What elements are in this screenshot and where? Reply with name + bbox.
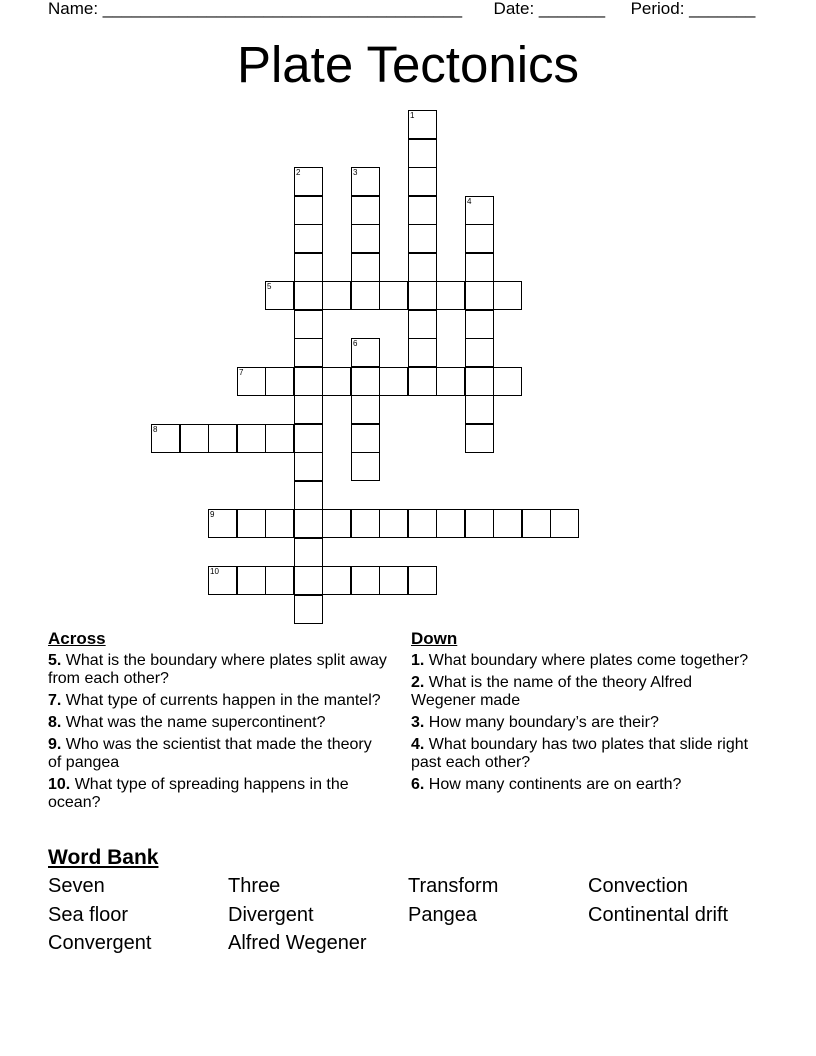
clue-text: What boundary has two plates that slide right past each other? [411, 736, 749, 771]
crossword-cell[interactable] [408, 509, 437, 538]
crossword-cell[interactable] [294, 395, 323, 424]
across-clue [48, 652, 388, 688]
crossword-cell[interactable] [351, 281, 380, 310]
across-clue [48, 692, 388, 710]
across-heading: Across [48, 629, 106, 648]
crossword-cell[interactable] [436, 281, 465, 310]
crossword-cell[interactable] [265, 509, 294, 538]
clue-number: 8 [153, 425, 158, 434]
crossword-cell[interactable] [351, 167, 380, 196]
clue-number: 5. [48, 652, 62, 669]
clue-number: 10. [48, 776, 71, 793]
word-bank-heading: Word Bank [48, 846, 159, 869]
down-clue [411, 652, 751, 670]
clue-number: 4. [411, 736, 425, 753]
crossword-cell[interactable] [294, 538, 323, 567]
crossword-cell[interactable] [294, 281, 323, 310]
crossword-cell[interactable] [294, 481, 323, 510]
clue-text: What is the boundary where plates split away from each other? [48, 652, 387, 687]
crossword-cell[interactable] [208, 566, 237, 595]
across-clue [48, 714, 388, 732]
word-bank-item: Transform [408, 875, 499, 897]
crossword-cell[interactable] [408, 253, 437, 282]
date-field[interactable]: Date: _______ [493, 0, 606, 18]
clue-number: 4 [467, 197, 472, 206]
word-bank-item: Pangea [408, 903, 477, 926]
crossword-cell[interactable] [408, 224, 437, 253]
down-clue [411, 674, 751, 710]
crossword-cell[interactable] [294, 367, 323, 396]
crossword-cell[interactable] [465, 224, 494, 253]
crossword-cell[interactable] [322, 281, 351, 310]
clue-number: 2 [296, 168, 301, 177]
crossword-cell[interactable] [408, 167, 437, 196]
crossword-cell[interactable] [379, 281, 408, 310]
crossword-cell[interactable] [294, 196, 323, 225]
crossword-cell[interactable] [265, 367, 294, 396]
clue-number: 2. [411, 674, 425, 691]
crossword-cell[interactable] [265, 424, 294, 453]
clue-number: 8. [48, 714, 62, 731]
crossword-cell[interactable] [294, 452, 323, 481]
name-field[interactable]: Name: ______________________________________ [48, 0, 463, 18]
crossword-cell[interactable] [351, 367, 380, 396]
crossword-cell[interactable] [351, 224, 380, 253]
crossword-cell[interactable] [408, 566, 437, 595]
clue-number: 5 [267, 282, 272, 291]
crossword-cell[interactable] [351, 509, 380, 538]
crossword-cell[interactable] [351, 452, 380, 481]
word-bank-item: Convection [588, 875, 689, 897]
crossword-cell[interactable] [351, 395, 380, 424]
clue-number: 3. [411, 714, 425, 731]
crossword-cell[interactable] [265, 566, 294, 595]
crossword-cell[interactable] [465, 395, 494, 424]
crossword-cell[interactable] [408, 367, 437, 396]
word-bank-item: Continental drift [588, 903, 729, 926]
crossword-cell[interactable] [294, 509, 323, 538]
word-bank-item: Seven [48, 875, 105, 897]
crossword-cell[interactable] [237, 566, 266, 595]
crossword-cell[interactable] [436, 509, 465, 538]
crossword-cell[interactable] [493, 367, 522, 396]
clue-number: 10 [210, 567, 219, 576]
word-bank-item: Alfred Wegener [228, 932, 367, 954]
crossword-cell[interactable] [265, 281, 294, 310]
crossword-cell[interactable] [294, 595, 323, 624]
clue-number: 9 [210, 510, 215, 519]
word-bank-item: Sea floor [48, 903, 129, 926]
clue-text: What type of currents happen in the mantel? [61, 692, 381, 709]
clue-number: 6. [411, 776, 425, 793]
crossword-cell[interactable] [408, 310, 437, 339]
crossword-cell[interactable] [294, 310, 323, 339]
crossword-cell[interactable] [294, 338, 323, 367]
crossword-cell[interactable] [294, 224, 323, 253]
down-heading: Down [411, 629, 458, 648]
crossword-cell[interactable] [294, 167, 323, 196]
clue-text: Who was the scientist that made the theory of pangea [48, 736, 372, 771]
crossword-cell[interactable] [465, 253, 494, 282]
crossword-cell[interactable] [465, 196, 494, 225]
crossword-cell[interactable] [208, 509, 237, 538]
clue-number: 1 [410, 111, 415, 120]
clue-text: How many continents are on earth? [424, 776, 682, 793]
word-bank-item: Convergent [48, 932, 152, 954]
crossword-cell[interactable] [351, 338, 380, 367]
clue-text: What is the name of the theory Alfred Wegener made [411, 674, 693, 709]
crossword-cell[interactable] [322, 367, 351, 396]
word-bank-item: Three [228, 875, 281, 897]
across-clue [48, 736, 388, 772]
crossword-cell[interactable] [493, 281, 522, 310]
crossword-cell[interactable] [408, 281, 437, 310]
across-clue [48, 776, 388, 812]
clue-text: What was the name supercontinent? [61, 714, 326, 731]
crossword-cell[interactable] [408, 110, 437, 139]
crossword-cell[interactable] [294, 253, 323, 282]
crossword-cell[interactable] [351, 253, 380, 282]
page-title: Plate Tectonics [236, 36, 580, 93]
crossword-cell[interactable] [522, 509, 551, 538]
crossword-cell[interactable] [151, 424, 180, 453]
down-clue [411, 736, 751, 772]
crossword-cell[interactable] [465, 338, 494, 367]
crossword-cell[interactable] [408, 196, 437, 225]
word-bank-item: Divergent [228, 903, 314, 926]
crossword-cell[interactable] [465, 424, 494, 453]
crossword-cell[interactable] [322, 566, 351, 595]
crossword-cell[interactable] [465, 310, 494, 339]
crossword-cell[interactable] [180, 424, 209, 453]
period-field[interactable]: Period: _______ [630, 0, 756, 18]
clue-text: What type of spreading happens in the ocean? [48, 776, 349, 811]
clue-number: 7 [239, 368, 244, 377]
crossword-cell[interactable] [465, 367, 494, 396]
crossword-cell[interactable] [408, 139, 437, 168]
crossword-cell[interactable] [465, 509, 494, 538]
clue-number: 6 [353, 339, 358, 348]
crossword-cell[interactable] [208, 424, 237, 453]
crossword-cell[interactable] [351, 196, 380, 225]
crossword-cell[interactable] [465, 281, 494, 310]
crossword-cell[interactable] [237, 424, 266, 453]
down-clues [411, 629, 751, 798]
crossword-cell[interactable] [379, 367, 408, 396]
crossword-cell[interactable] [322, 509, 351, 538]
clue-number: 1. [411, 652, 425, 669]
down-clue [411, 714, 751, 732]
crossword-cell[interactable] [493, 509, 522, 538]
crossword-cell[interactable] [294, 424, 323, 453]
crossword-cell[interactable] [379, 566, 408, 595]
crossword-cell[interactable] [237, 509, 266, 538]
crossword-cell[interactable] [237, 367, 266, 396]
crossword-cell[interactable] [550, 509, 579, 538]
crossword-cell[interactable] [379, 509, 408, 538]
clue-text: What boundary where plates come together? [424, 652, 749, 669]
crossword-cell[interactable] [408, 338, 437, 367]
clue-number: 3 [353, 168, 358, 177]
crossword-cell[interactable] [351, 424, 380, 453]
clue-text: How many boundary’s are their? [424, 714, 659, 731]
clue-number: 9. [48, 736, 62, 753]
clue-number: 7. [48, 692, 62, 709]
crossword-cell[interactable] [294, 566, 323, 595]
across-clues [48, 629, 388, 816]
down-clue [411, 776, 751, 794]
crossword-cell[interactable] [436, 367, 465, 396]
crossword-cell[interactable] [351, 566, 380, 595]
